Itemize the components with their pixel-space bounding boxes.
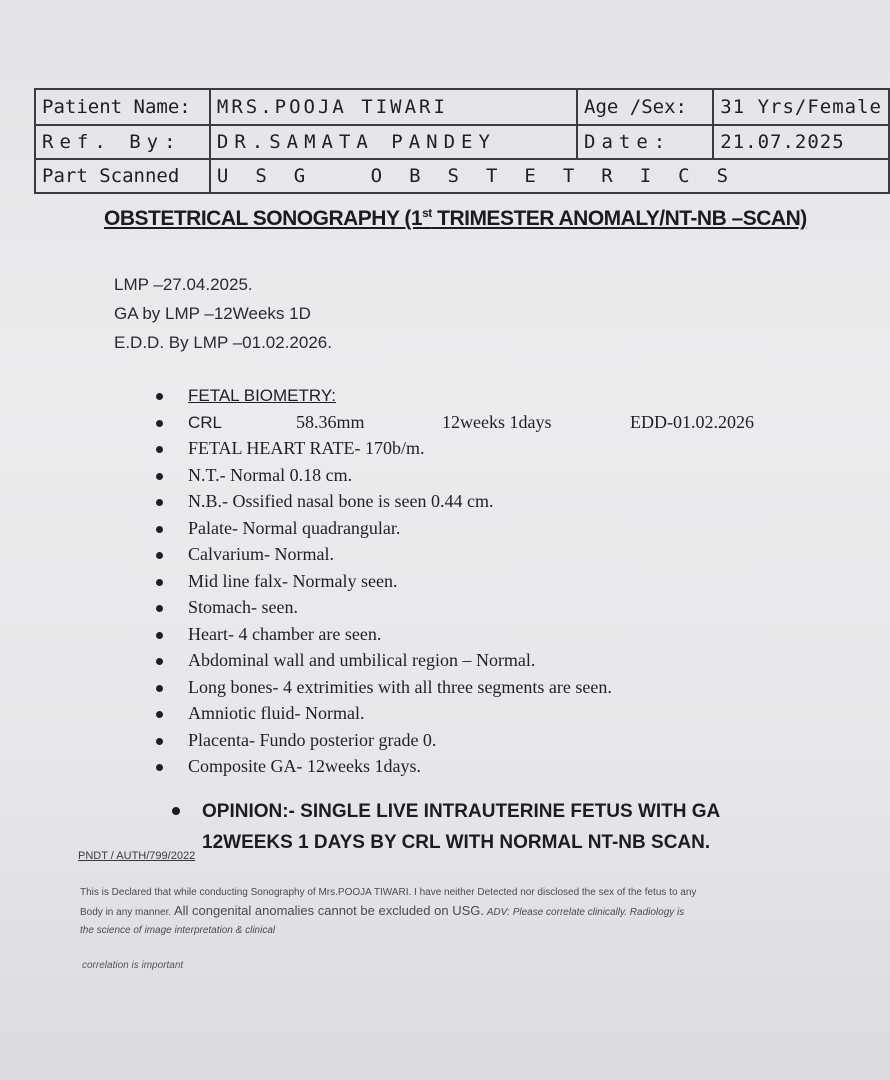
list-item: Abdominal wall and umbilical region – Normal. (150, 647, 890, 674)
crl-ga: 12weeks 1days (442, 411, 552, 432)
declaration-line-4: correlation is important (82, 960, 184, 971)
patient-name-label: Patient Name: (35, 89, 210, 125)
opinion-line-1: OPINION:- SINGLE LIVE INTRAUTERINE FETUS WITH GA (202, 801, 721, 822)
part-row (35, 159, 889, 193)
findings-list (150, 382, 890, 780)
referral-row (35, 125, 889, 159)
declaration-line-2: Body in any manner. All congenital anomalies cannot be excluded on USG. ADV: Please correlate clinically. Radiology is (80, 903, 685, 918)
pndt-registration: PNDT / AUTH/799/2022 (78, 850, 196, 862)
crl-row (150, 409, 890, 436)
ref-by-label: Ref. By: (35, 125, 210, 159)
crl-value: 58.36mm (296, 411, 365, 432)
date-value: 21.07.2025 (713, 125, 889, 159)
crl-label: CRL (188, 412, 223, 432)
list-item: N.T.- Normal 0.18 cm. (150, 462, 890, 489)
list-item: Mid line falx- Normaly seen. (150, 568, 890, 595)
age-sex-label: Age /Sex: (577, 89, 713, 125)
list-item: Amniotic fluid- Normal. (150, 700, 890, 727)
list-item: N.B.- Ossified nasal bone is seen 0.44 cm. (150, 488, 890, 515)
opinion-block (172, 796, 872, 858)
age-sex-value: 31 Yrs/Female (713, 89, 889, 125)
list-item: FETAL HEART RATE- 170b/m. (150, 435, 890, 462)
lmp-line: LMP –27.04.2025. (114, 275, 253, 294)
edd-line: E.D.D. By LMP –01.02.2026. (114, 333, 332, 352)
patient-info-table (34, 88, 890, 194)
crl-edd: EDD-01.02.2026 (630, 411, 754, 432)
report-title: OBSTETRICAL SONOGRAPHY (1st TRIMESTER ANOMALY/NT-NB –SCAN) (104, 206, 807, 230)
date-label: Date: (577, 125, 713, 159)
bullet-icon (172, 807, 180, 815)
dating-block (114, 270, 332, 357)
ga-line: GA by LMP –12Weeks 1D (114, 304, 311, 323)
opinion-line-2: 12WEEKS 1 DAYS BY CRL WITH NORMAL NT-NB SCAN. (202, 832, 711, 853)
list-item: Palate- Normal quadrangular. (150, 515, 890, 542)
patient-row (35, 89, 889, 125)
patient-name-value: MRS.POOJA TIWARI (210, 89, 577, 125)
list-item: Placenta- Fundo posterior grade 0. (150, 727, 890, 754)
part-scanned-label: Part Scanned (35, 159, 210, 193)
declaration-text (80, 884, 840, 940)
list-item: Composite GA- 12weeks 1days. (150, 753, 890, 780)
part-scanned-value: USG OBSTETRICS (210, 159, 889, 193)
list-item: Long bones- 4 extrimities with all three segments are seen. (150, 674, 890, 701)
ref-by-value: DR.SAMATA PANDEY (210, 125, 577, 159)
declaration-line-1: This is Declared that while conducting Sonography of Mrs.POOJA TIWARI. I have neither Detected nor disclosed the sex of the fetus to any (80, 887, 697, 898)
list-item: Heart- 4 chamber are seen. (150, 621, 890, 648)
biometry-heading: FETAL BIOMETRY: (188, 386, 336, 405)
list-item: Stomach- seen. (150, 594, 890, 621)
declaration-line-3: the science of image interpretation & clinical (80, 925, 276, 936)
list-item (150, 382, 890, 409)
list-item: Calvarium- Normal. (150, 541, 890, 568)
